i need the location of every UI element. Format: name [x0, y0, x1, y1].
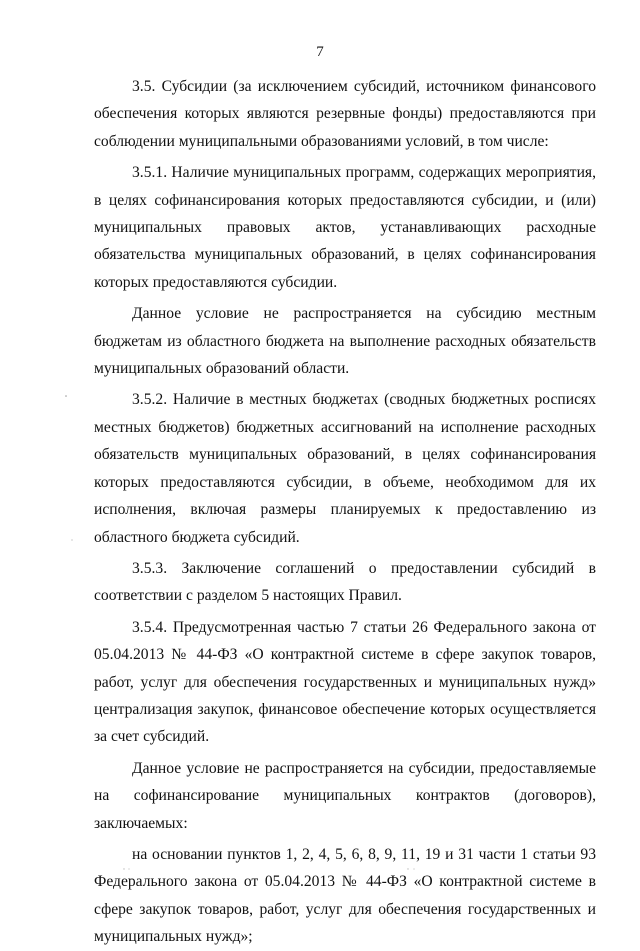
paragraph-basis-points: на основании пунктов 1, 2, 4, 5, 6, 8, 9, 11, 19 и 31 части 1 статьи 93 Федерального закона от 05.04.2013 № 44-ФЗ «О контрактной системе в сфере закупок товаров, работ, услуг для обеспечения государственных и муниципальных нужд»; [94, 845, 596, 946]
paragraph-3-5-3: 3.5.3. Заключение соглашений о предоставлении субсидий в соответствии с разделом 5 настоящих Правил. [94, 559, 596, 605]
scan-speck [65, 395, 67, 397]
paragraph-3-5-1: 3.5.1. Наличие муниципальных программ, содержащих мероприятия, в целях софинансирования которых предоставляются субсидии, и (или) муниципальных правовых актов, устанавливающих расходные обязательства муниципальных образований, в целях софинансирования которых предоставляются субсидии. [94, 164, 596, 291]
document-body [94, 73, 596, 951]
paragraph-3-5-4: 3.5.4. Предусмотренная частью 7 статьи 26 Федерального закона от 05.04.2013 № 44-ФЗ «О контрактной системе в сфере закупок товаров, работ, услуг для обеспечения государственных и муниципальных нужд» централизация закупок, финансовое обеспечение которых осуществляется за счет субсидий. [94, 618, 596, 746]
paragraph-3-5: 3.5. Субсидии (за исключением субсидий, источником финансового обеспечения которых являются резервные фонды) предоставляются при соблюдении муниципальными образованиями условий, в том числе: [94, 78, 596, 150]
scan-speck [71, 539, 72, 540]
paragraph-3-5-2: 3.5.2. Наличие в местных бюджетах (сводных бюджетных росписях местных бюджетов) бюджетных ассигнований на исполнение расходных обязательств муниципальных образований, в целях софинансирования которых предоставляются субсидии, в объеме, необходимом для их исполнения, включая размеры планируемых к предоставлению из областного бюджета субсидий. [94, 391, 596, 546]
page-number: 7 [316, 44, 324, 60]
paragraph-condition-note-2: Данное условие не распространяется на субсидии, предоставляемые на софинансирование муниципальных контрактов (договоров), заключаемых: [94, 759, 596, 832]
paragraph-condition-note-1: Данное условие не распространяется на субсидию местным бюджетам из областного бюджета на выполнение расходных обязательств муниципальных образований области. [94, 305, 596, 378]
